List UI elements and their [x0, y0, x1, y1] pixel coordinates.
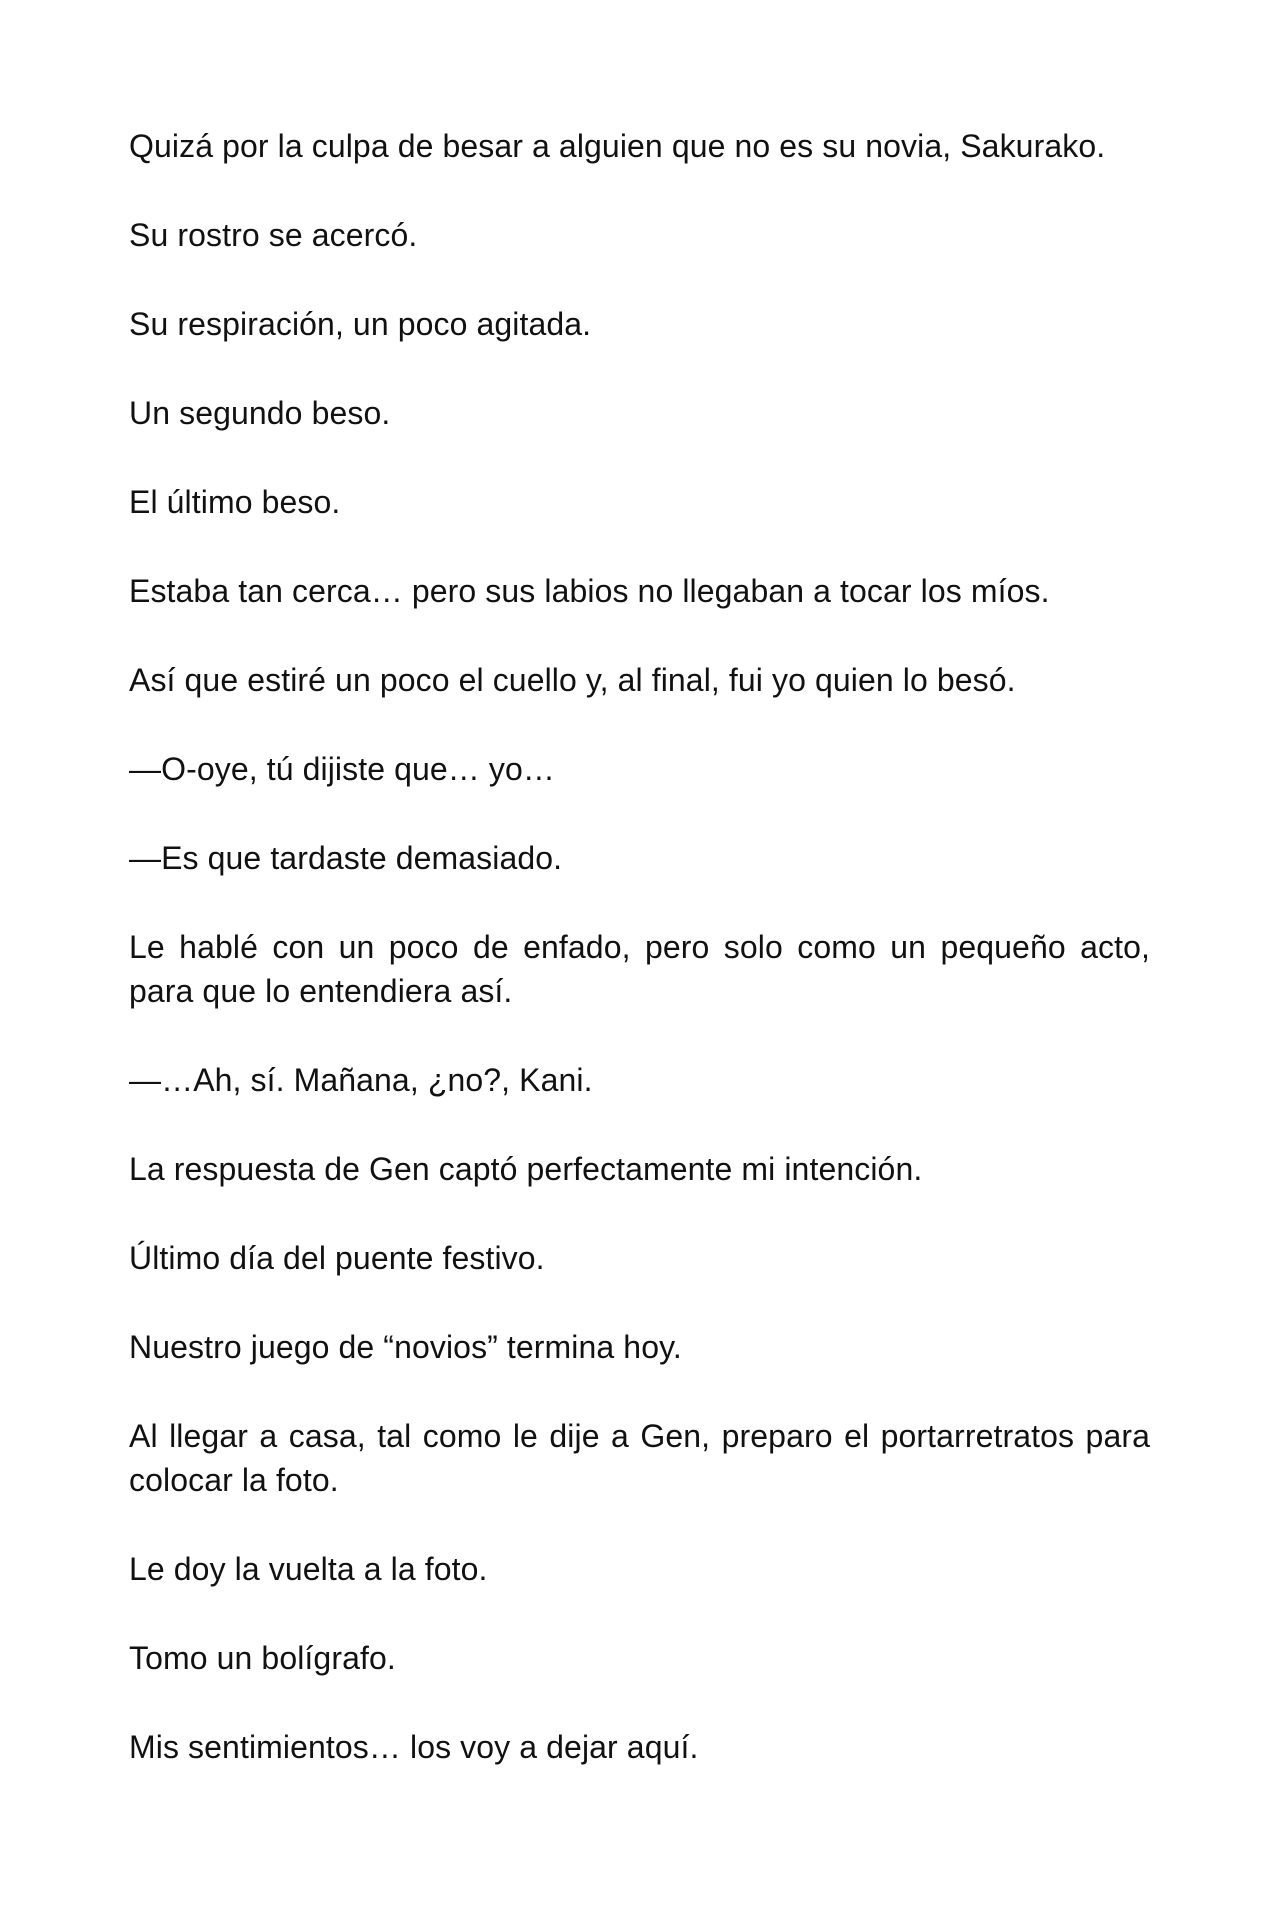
paragraph: Le doy la vuelta a la foto. — [129, 1551, 488, 1587]
paragraph: Nuestro juego de “novios” termina hoy. — [129, 1329, 682, 1365]
paragraph: Último día del puente festivo. — [129, 1240, 545, 1276]
paragraph: Le hablé con un poco de enfado, pero solo como un pequeño acto, para que lo entendiera así. — [129, 929, 1150, 1009]
paragraph: Quizá por la culpa de besar a alguien que no es su novia, Sakurako. — [129, 128, 1106, 164]
paragraph: El último beso. — [129, 484, 341, 520]
paragraph: La respuesta de Gen captó perfectamente mi intención. — [129, 1151, 923, 1187]
paragraph: Su respiración, un poco agitada. — [129, 306, 592, 342]
paragraph: Mis sentimientos… los voy a dejar aquí. — [129, 1729, 699, 1765]
paragraph: Su rostro se acercó. — [129, 217, 418, 253]
paragraph: Estaba tan cerca… pero sus labios no llegaban a tocar los míos. — [129, 573, 1050, 609]
paragraph: Así que estiré un poco el cuello y, al final, fui yo quien lo besó. — [129, 662, 1016, 698]
paragraph: Al llegar a casa, tal como le dije a Gen, preparo el portarretratos para colocar la foto. — [129, 1418, 1150, 1498]
dialogue-paragraph: —O-oye, tú dijiste que… yo… — [129, 751, 555, 787]
dialogue-paragraph: —…Ah, sí. Mañana, ¿no?, Kani. — [129, 1062, 593, 1098]
paragraph: Un segundo beso. — [129, 395, 391, 431]
dialogue-paragraph: —Es que tardaste demasiado. — [129, 840, 563, 876]
paragraph: Tomo un bolígrafo. — [129, 1640, 396, 1676]
document-page — [129, 124, 1150, 1814]
